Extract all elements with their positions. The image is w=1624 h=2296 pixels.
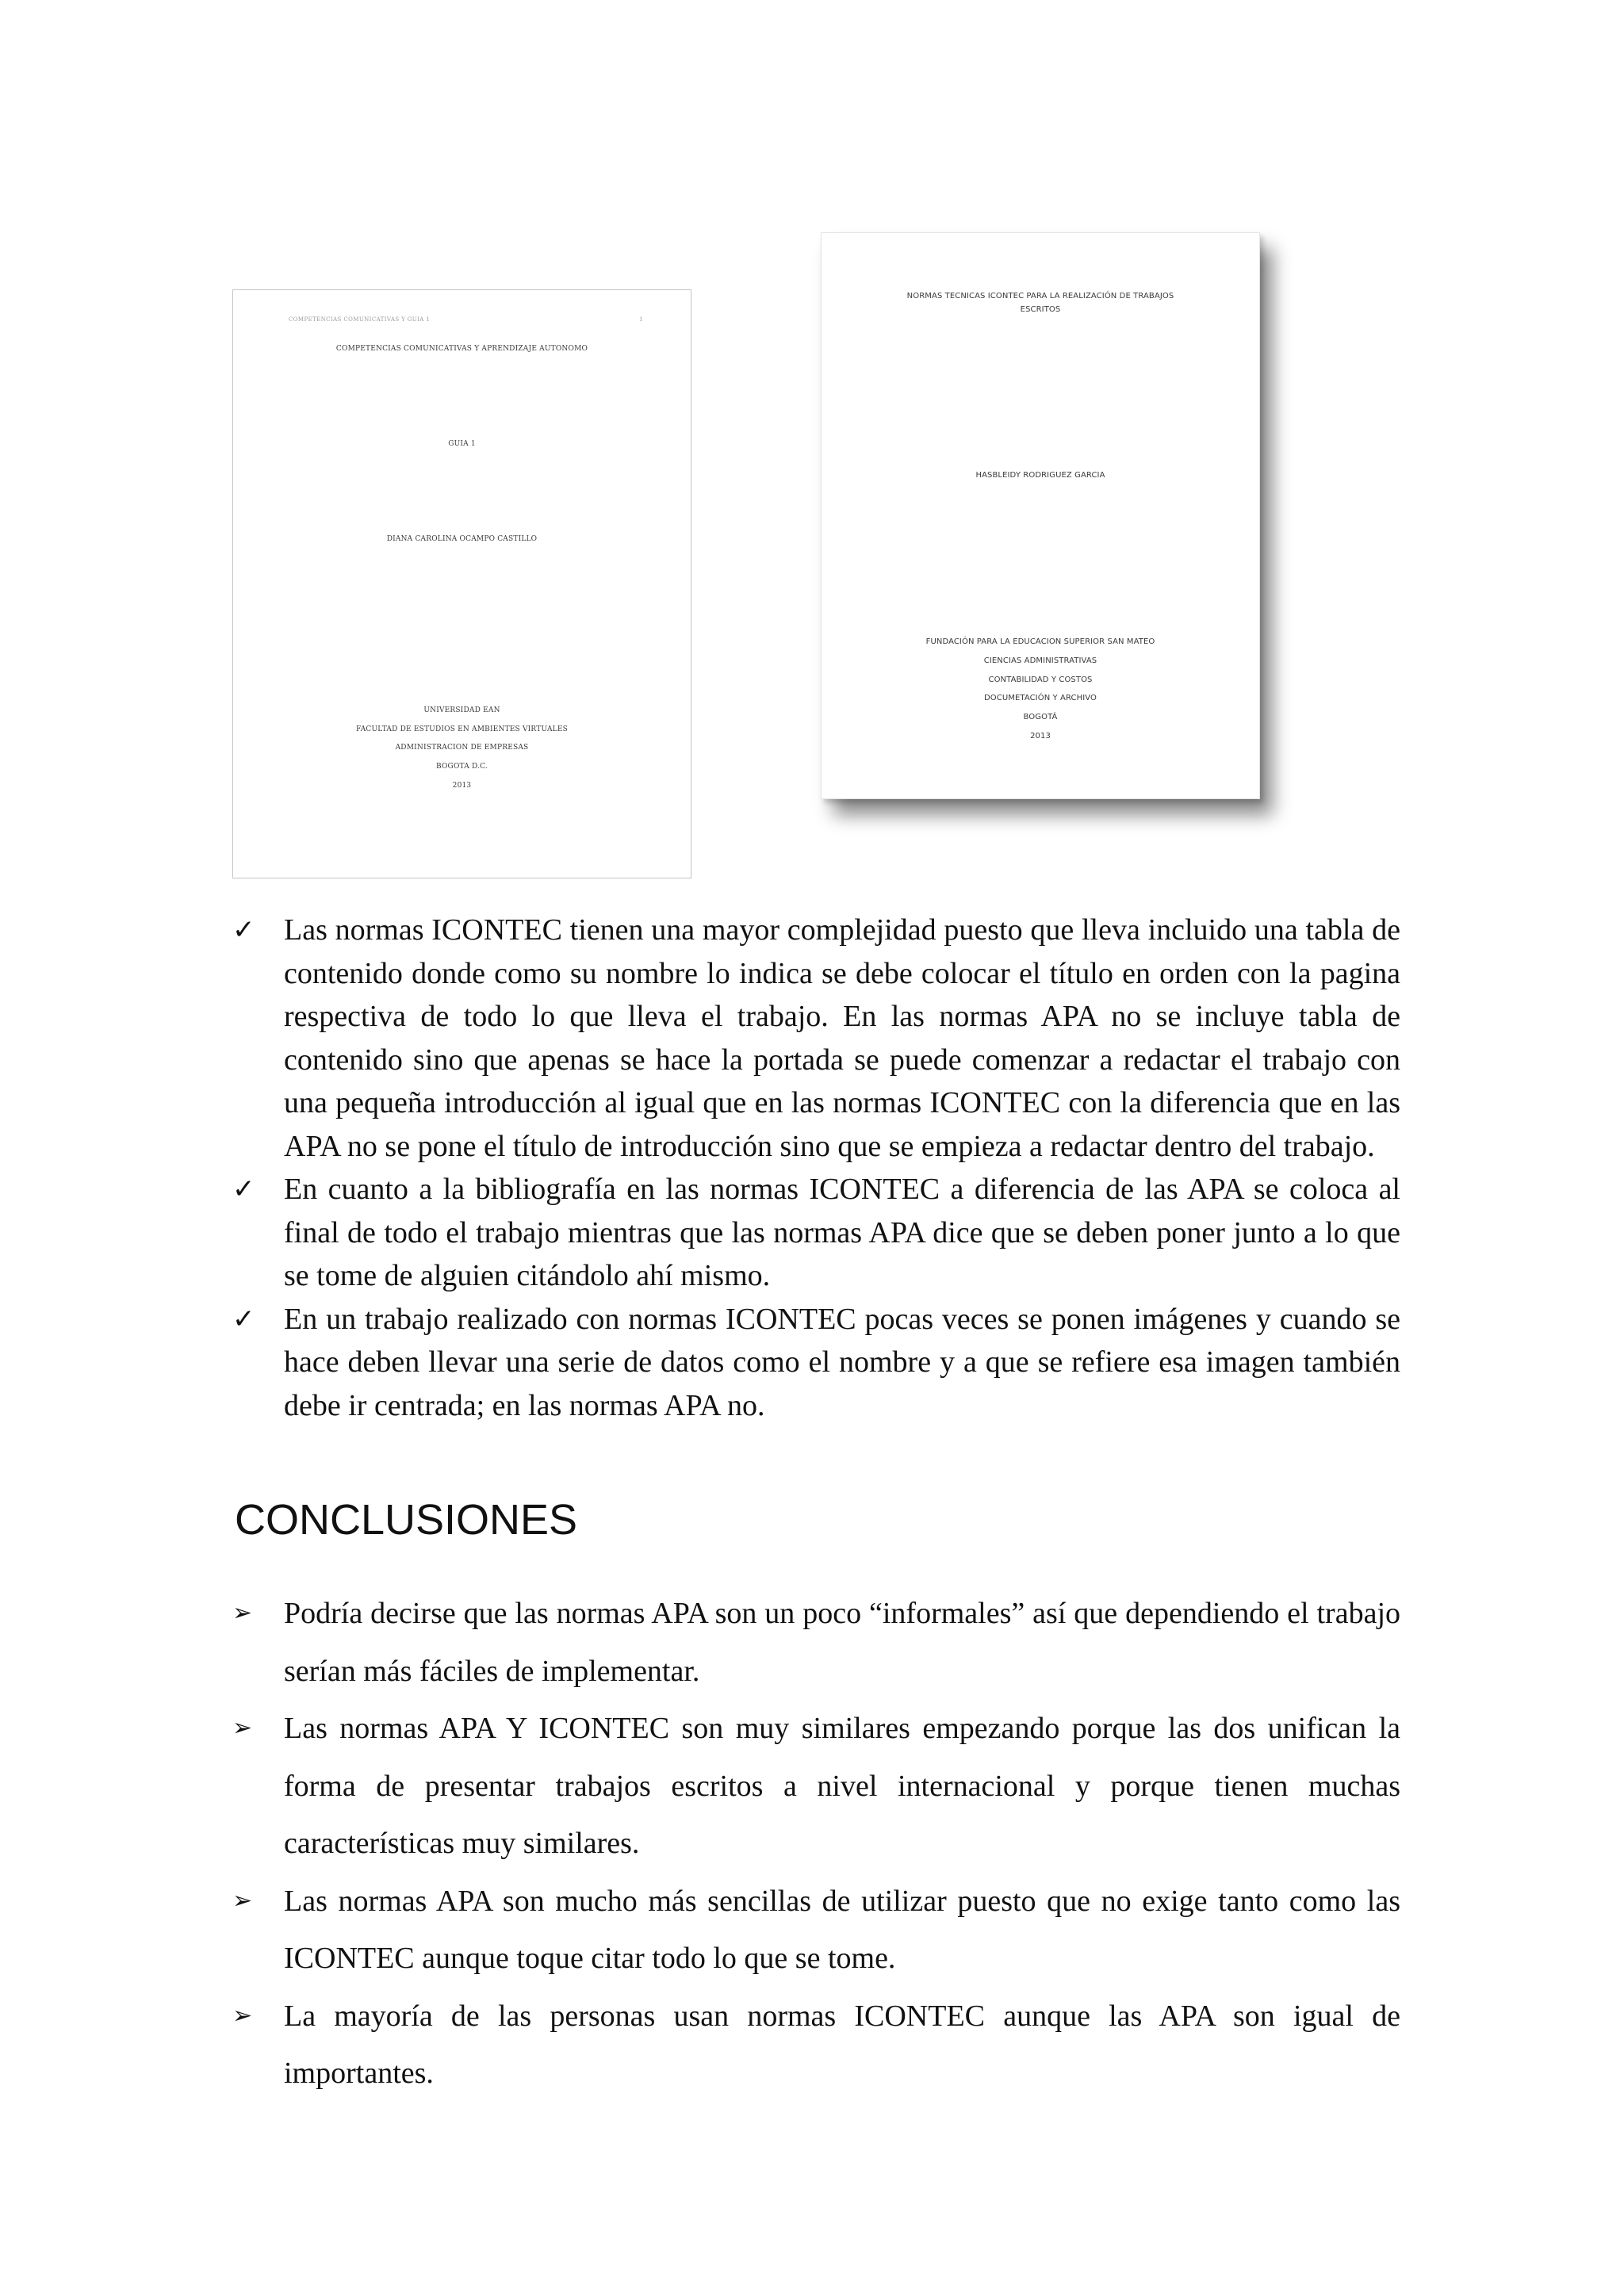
- thumbnail-running-head: [289, 317, 643, 323]
- arrowhead-bullet-icon: ➢: [232, 2001, 253, 2030]
- list-item-text: En cuanto a la bibliografía en las normas ICONTEC a diferencia de las APA se coloca al final de todo el trabajo mientras que las normas APA dice que se deben poner junto a lo que se tome de alguien citándolo ahí mismo.: [284, 1173, 1400, 1292]
- apa-cover-footer-line: 2013: [452, 782, 472, 790]
- list-item: [232, 1700, 1400, 1873]
- icontec-cover-footer-line: BOGOTÁ: [1023, 713, 1058, 721]
- list-item: [232, 909, 1400, 1168]
- icontec-cover-footer-line: DOCUMETACIÓN Y ARCHIVO: [983, 694, 1097, 702]
- list-item-text: La mayoría de las personas usan normas ICONTEC aunque las APA son igual de importantes.: [284, 1999, 1400, 2090]
- arrowhead-bullet-icon: ➢: [232, 1714, 253, 1742]
- apa-cover-author: DIANA CAROLINA OCAMPO CASTILLO: [386, 535, 538, 543]
- icontec-cover-title: NORMAS TECNICAS ICONTEC PARA LA REALIZACIÓN DE TRABAJOS: [906, 292, 1174, 300]
- icontec-cover-author: HASBLEIDY RODRIGUEZ GARCIA: [975, 471, 1105, 480]
- list-item-text: Las normas APA Y ICONTEC son muy similares empezando porque las dos unifican la forma de presentar trabajos escritos a nivel internacional y porque tienen muchas características muy similares.: [284, 1712, 1400, 1860]
- apa-cover-footer-line: FACULTAD DE ESTUDIOS EN AMBIENTES VIRTUALES: [356, 725, 568, 733]
- conclusions-list: [232, 1585, 1400, 2103]
- checkmark-icon: ✓: [232, 1303, 255, 1335]
- list-item: [232, 1168, 1400, 1298]
- list-item: [232, 1988, 1400, 2103]
- list-item: [232, 1873, 1400, 1988]
- apa-cover-footer-line: UNIVERSIDAD EAN: [423, 706, 500, 714]
- apa-cover-title: COMPETENCIAS COMUNICATIVAS Y APRENDIZAJE AUTONOMO: [335, 345, 588, 353]
- running-head-text: COMPETENCIAS COMUNICATIVAS Y GUIA 1: [289, 316, 431, 323]
- list-item-text: Las normas ICONTEC tienen una mayor complejidad puesto que lleva incluido una tabla de contenido donde como su nombre lo indica se debe colocar el título en orden con la pagina respectiva de todo lo que lleva el trabajo. En las normas APA no se incluye tabla de contenido sino que apenas se hace la portada se puede comenzar a redactar el trabajo con una pequeña introducción al igual que en las normas ICONTEC con la diferencia que en las APA no se pone el título de introducción sino que se empieza a redactar dentro del trabajo.: [284, 913, 1400, 1163]
- icontec-cover-footer-line: FUNDACIÓN PARA LA EDUCACION SUPERIOR SAN MATEO: [925, 637, 1155, 646]
- icontec-cover-thumbnail: [821, 232, 1260, 799]
- icontec-cover-footer-line: CONTABILIDAD Y COSTOS: [988, 675, 1093, 684]
- list-item-text: Podría decirse que las normas APA son un poco “informales” así que dependiendo el trabajo serían más fáciles de implementar.: [284, 1597, 1400, 1688]
- checkmark-icon: ✓: [232, 914, 255, 946]
- icontec-cover-footer-line: 2013: [1030, 732, 1051, 740]
- conclusions-heading: CONCLUSIONES: [235, 1496, 578, 1544]
- arrowhead-bullet-icon: ➢: [232, 1599, 253, 1627]
- apa-cover-footer-line: ADMINISTRACION DE EMPRESAS: [395, 744, 529, 752]
- list-item-text: Las normas APA son mucho más sencillas de utilizar puesto que no exige tanto como las ICONTEC aunque toque citar todo lo que se tome.: [284, 1884, 1400, 1975]
- apa-cover-thumbnail: [232, 289, 691, 878]
- apa-cover-subtitle: GUIA 1: [448, 440, 476, 448]
- icontec-cover-title-line2: ESCRITOS: [1020, 305, 1061, 314]
- comparison-list: [232, 909, 1400, 1427]
- list-item: [232, 1585, 1400, 1700]
- arrowhead-bullet-icon: ➢: [232, 1886, 253, 1915]
- apa-cover-footer-line: BOGOTA D.C.: [436, 763, 488, 771]
- checkmark-icon: ✓: [232, 1173, 255, 1205]
- icontec-cover-footer-line: CIENCIAS ADMINISTRATIVAS: [983, 656, 1097, 665]
- list-item-text: En un trabajo realizado con normas ICONTEC pocas veces se ponen imágenes y cuando se hace deben llevar una serie de datos como el nombre y a que se refiere esa imagen también debe ir centrada; en las normas APA no.: [284, 1302, 1400, 1422]
- list-item: [232, 1298, 1400, 1428]
- page-number: 1: [639, 316, 643, 323]
